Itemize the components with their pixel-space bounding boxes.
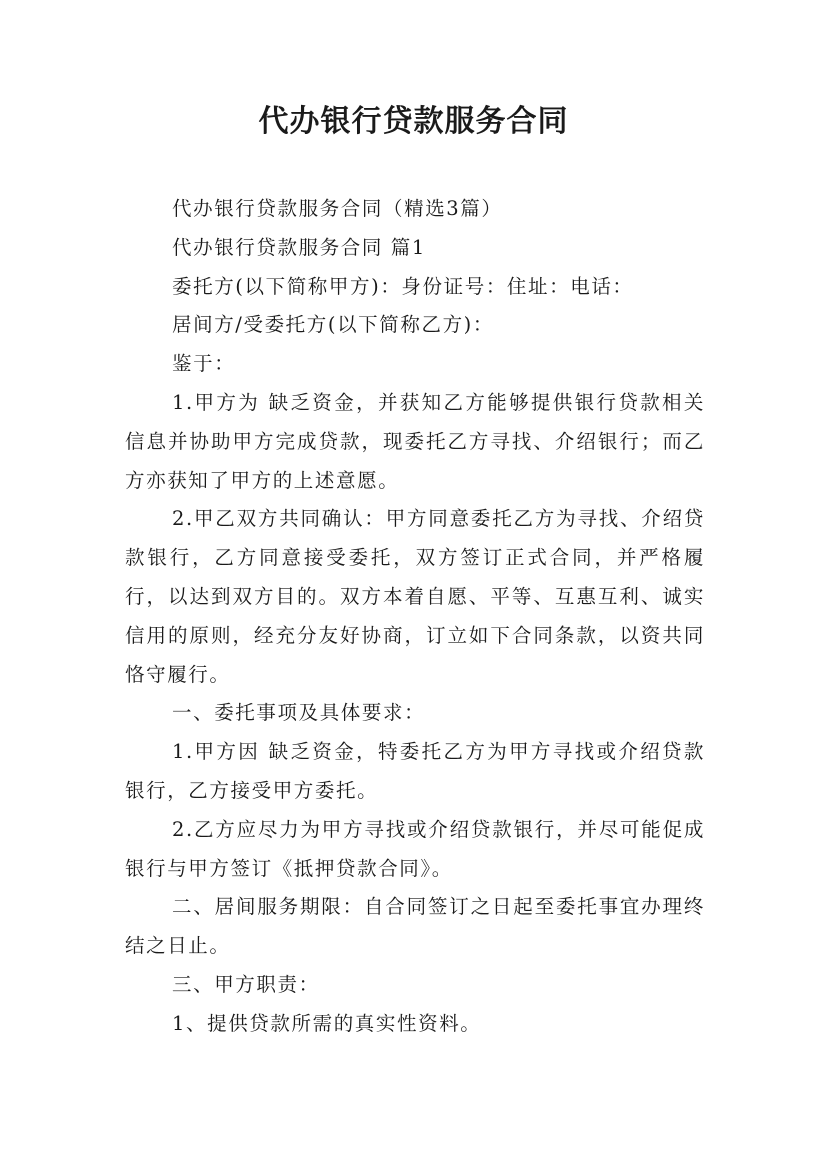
paragraph-whereas: 鉴于： [172,352,236,376]
paragraph-clause-1-2: 2.乙方应尽力为甲方寻找或介绍贷款银行，并尽可能促成银行与甲方签订《抵押贷款合同》。 [125,817,705,880]
paragraph-clause-1-1: 1.甲方因 缺乏资金，特委托乙方为甲方寻找或介绍贷款银行，乙方接受甲方委托。 [125,740,705,802]
paragraph-section-heading: 代办银行贷款服务合同 篇1 [172,235,426,259]
paragraph-clause-1-heading: 一、委托事项及具体要求： [172,701,426,725]
paragraph-whereas-1: 1.甲方为 缺乏资金，并获知乙方能够提供银行贷款相关信息并协助甲方完成贷款，现委托乙方寻找、介绍银行；而乙方亦获知了甲方的上述意愿。 [125,390,705,492]
paragraph-clause-3-heading: 三、甲方职责： [172,972,320,996]
paragraph-clause-2: 二、居间服务期限：自合同签订之日起至委托事宜办理终结之日止。 [125,895,705,958]
paragraph-clause-3-1: 1、提供贷款所需的真实性资料。 [172,1011,482,1035]
document-title: 代办银行贷款服务合同 [258,104,569,139]
paragraph-party-a: 委托方(以下简称甲方)：身份证号：住址：电话： [172,274,634,298]
document-body [125,190,705,1044]
paragraph-doc-heading: 代办银行贷款服务合同（精选3篇） [172,197,503,220]
paragraph-whereas-2: 2.甲乙双方共同确认：甲方同意委托乙方为寻找、介绍贷款银行，乙方同意接受委托，双方签订正式合同，并严格履行，以达到双方目的。双方本着自愿、平等、互惠互利、诚实信用的原则，经充分友好协商，订立如下合同条款，以资共同恪守履行。 [125,507,705,686]
paragraph-party-b: 居间方/受委托方(以下简称乙方)： [172,313,494,337]
